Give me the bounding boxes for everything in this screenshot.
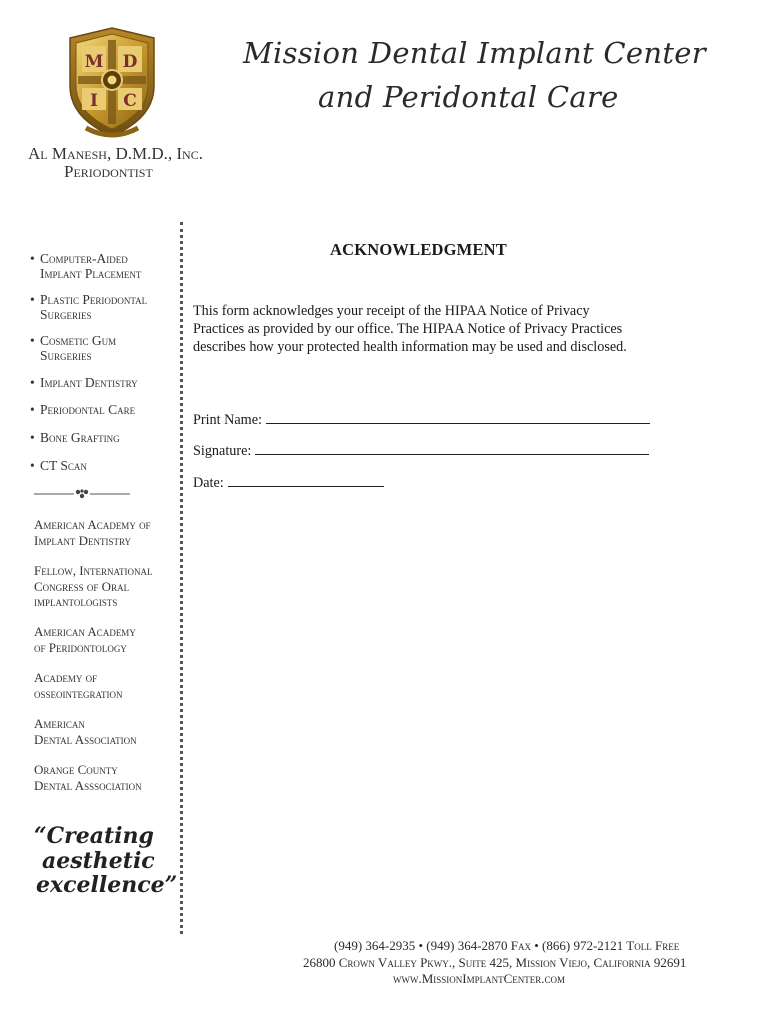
affiliation-item: Orange County Dental Asssociation xyxy=(34,762,142,793)
service-item: • Cosmetic Gum Surgeries xyxy=(30,333,117,363)
bullet-icon: • xyxy=(30,333,35,348)
service-item: • CT Scan xyxy=(30,458,87,473)
practice-name-line-2: and Peridontal Care xyxy=(318,80,619,114)
service-item: • Implant Dentistry xyxy=(30,375,138,390)
print-name-field[interactable] xyxy=(266,409,650,424)
date-row xyxy=(193,472,384,492)
practice-slogan: “Creating aesthetic excellence” xyxy=(34,823,178,898)
service-item: • Bone Grafting xyxy=(30,430,120,445)
affiliation-item: Fellow, International Congress of Oral implantologists xyxy=(34,563,153,609)
signature-label: Signature: xyxy=(193,443,252,459)
svg-text:C: C xyxy=(123,91,137,111)
svg-text:I: I xyxy=(90,91,98,111)
footer-phone: (949) 364-2935 • (949) 364-2870 Fax • (866) 972-2121 Toll Free xyxy=(334,938,680,953)
affiliation-item: American Academy of Peridontology xyxy=(34,624,136,655)
service-item: • Plastic Periodontal Surgeries xyxy=(30,292,148,322)
svg-text:M: M xyxy=(84,52,104,72)
date-label: Date: xyxy=(193,475,224,491)
doctor-name: Al Manesh, D.M.D., Inc. xyxy=(28,144,203,163)
print-name-row xyxy=(193,409,650,429)
document-body: This form acknowledges your receipt of the HIPAA Notice of Privacy Practices as provided by our office. The HIPAA Notice of Privacy Practices describes how your protected health information may be used and disclosed. xyxy=(193,303,627,355)
vertical-divider xyxy=(180,222,183,934)
ornament-divider-icon xyxy=(34,487,130,501)
signature-row xyxy=(193,440,649,460)
signature-field[interactable] xyxy=(255,440,649,455)
svg-text:D: D xyxy=(122,52,138,72)
bullet-icon: • xyxy=(30,402,35,417)
affiliation-item: American Academy of Implant Dentistry xyxy=(34,517,151,548)
practice-name-line-1: Mission Dental Implant Center xyxy=(243,36,706,70)
affiliation-item: Academy of osseointegration xyxy=(34,670,123,701)
bullet-icon: • xyxy=(30,375,35,390)
bullet-icon: • xyxy=(30,458,35,473)
print-name-label: Print Name: xyxy=(193,412,262,428)
doctor-title: Periodontist xyxy=(64,162,153,181)
document-heading: ACKNOWLEDGMENT xyxy=(330,240,507,259)
date-field[interactable] xyxy=(228,472,384,487)
footer-address: 26800 Crown Valley Pkwy., Suite 425, Mission Viejo, California 92691 xyxy=(303,955,687,970)
bullet-icon: • xyxy=(30,251,35,266)
affiliation-item: American Dental Association xyxy=(34,716,137,747)
crest-logo xyxy=(62,24,162,142)
bullet-icon: • xyxy=(30,430,35,445)
service-item: • Computer-Aided Implant Placement xyxy=(30,251,142,281)
footer-website: www.MissionImplantCenter.com xyxy=(393,971,566,986)
bullet-icon: • xyxy=(30,292,35,307)
service-item: • Periodontal Care xyxy=(30,402,136,417)
